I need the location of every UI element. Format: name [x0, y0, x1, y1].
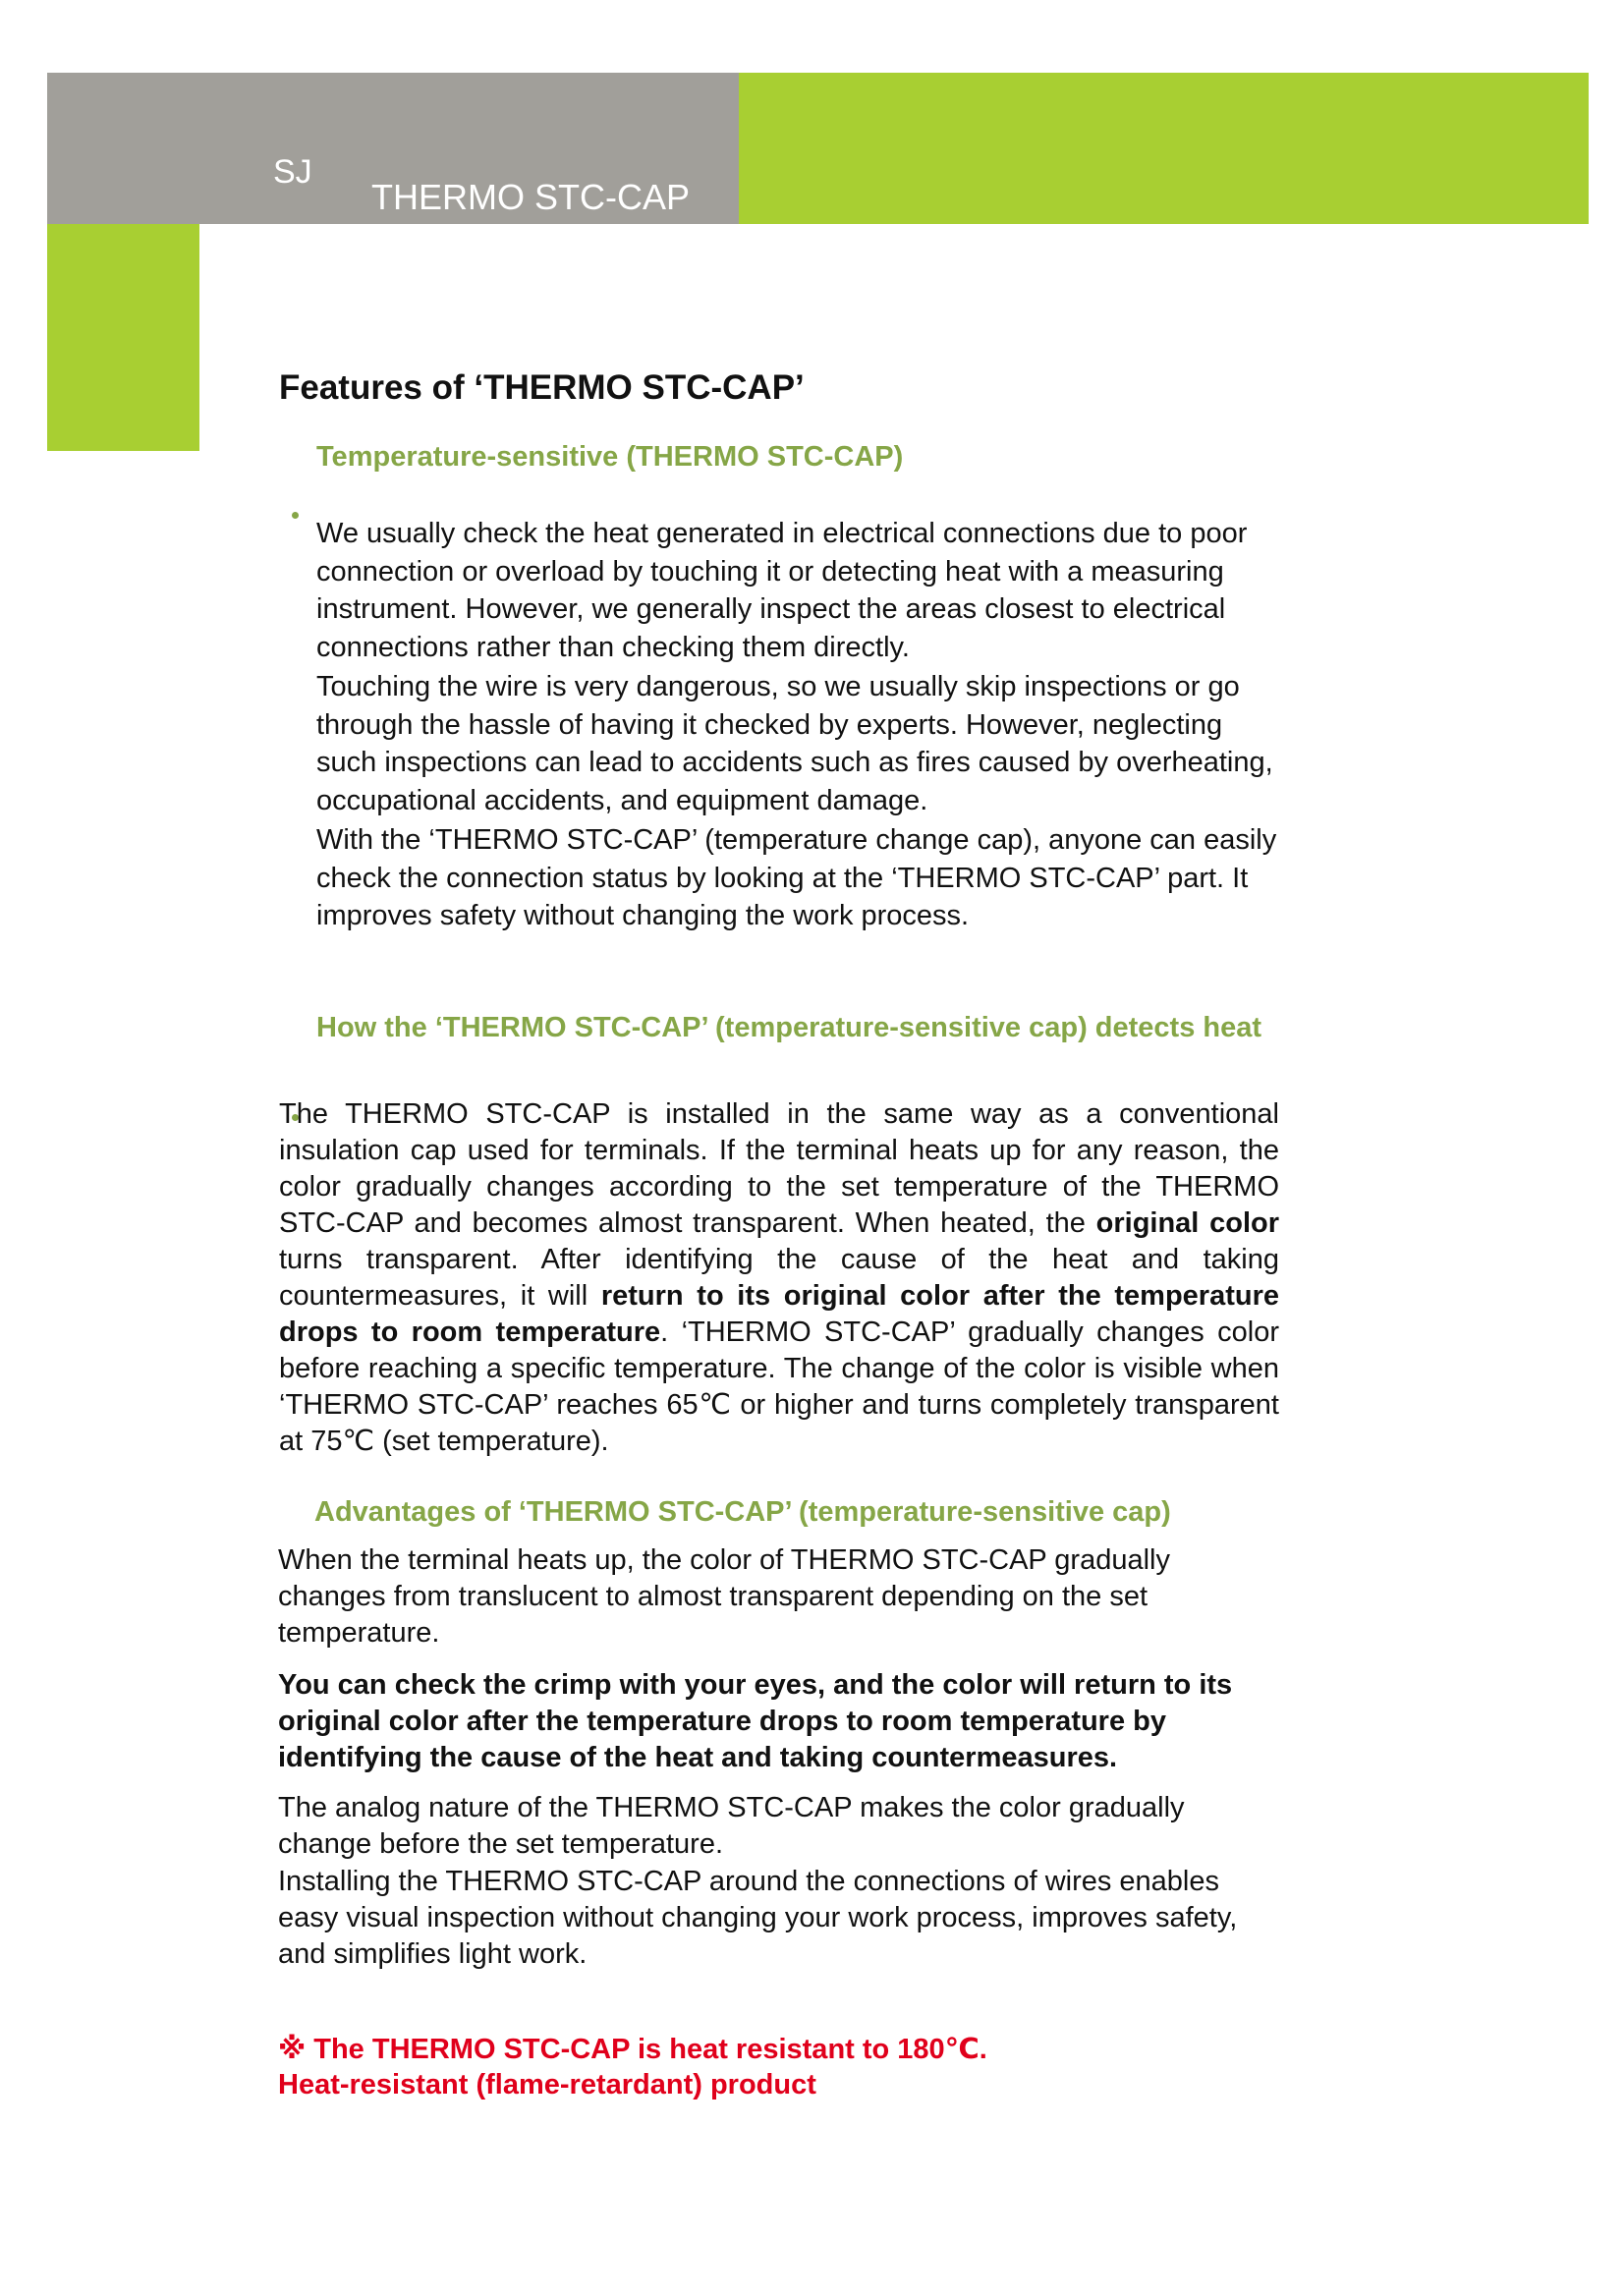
section1-paragraph-3: With the ‘THERMO STC-CAP’ (temperature change cap), anyone can easily check the connection status by looking at the ‘THERMO STC-CAP’ part. It improves safety without changing the work process. [316, 824, 1277, 931]
section2-text-1: The THERMO STC-CAP is installed in the same way as a conventional insulation cap used for terminals. If the terminal heats up for any reason, the color gradually changes according to the set temperature of the THERMO STC-CAP and becomes almost transparent. When heated, the [279, 1098, 1279, 1239]
section3-paragraph-2: You can check the crimp with your eyes, and the color will return to its original color after the temperature drops to room temperature by identifying the cause of the heat and taking countermeasures. [278, 1669, 1233, 1773]
section1-paragraph-2: Touching the wire is very dangerous, so we usually skip inspections or go through the hassle of having it checked by experts. However, neglecting such inspections can lead to accidents such as fires caused by overheating, occupational accidents, and equipment damage. [316, 671, 1273, 816]
section2-bold-1: original color [1095, 1207, 1279, 1239]
section2-text-2: turns transparent. After identifying the cause of the heat and taking countermeasures, it will [279, 1244, 1279, 1312]
section2-text-3: . ‘THERMO STC-CAP’ gradually changes color before reaching a specific temperature. The change of the color is visible when ‘THERMO STC-CAP’ reaches 65℃ or higher and turns completely transparent at 75℃ (set temperature). [279, 1316, 1279, 1457]
bullet-icon [292, 512, 299, 519]
brand-label: SJ [273, 153, 312, 191]
section2-paragraph [279, 1096, 1279, 1460]
section3-paragraph-4: Installing the THERMO STC-CAP around the connections of wires enables easy visual inspection without changing your work process, improves safety, and simplifies light work. [278, 1866, 1238, 1970]
page-title: Features of ‘THERMO STC-CAP’ [279, 368, 805, 407]
header-band-green [739, 73, 1589, 224]
section3-heading: Advantages of ‘THERMO STC-CAP’ (temperature-sensitive cap) [314, 1496, 1171, 1528]
heat-resistance-note: ※ The THERMO STC-CAP is heat resistant to 180℃. [278, 2034, 987, 2065]
flame-retardant-note: Heat-resistant (flame-retardant) product [278, 2069, 816, 2100]
side-band-green [47, 224, 199, 451]
product-name: THERMO STC-CAP [371, 177, 690, 217]
section3-paragraph-1: When the terminal heats up, the color of THERMO STC-CAP gradually changes from translucent to almost transparent depending on the set temperature. [278, 1544, 1170, 1649]
section3-paragraph-3: The analog nature of the THERMO STC-CAP makes the color gradually change before the set temperature. [278, 1792, 1185, 1860]
section1-heading: Temperature-sensitive (THERMO STC-CAP) [316, 441, 904, 473]
section1-paragraph-1: We usually check the heat generated in electrical connections due to poor connection or overload by touching it or detecting heat with a measuring instrument. However, we generally inspect the areas closest to electrical connections rather than checking them directly. [316, 518, 1248, 663]
section2-heading: How the ‘THERMO STC-CAP’ (temperature-sensitive cap) detects heat [316, 1012, 1262, 1043]
section2-bold-2: return to its original color after the temperature drops to room temperature [279, 1280, 1279, 1348]
